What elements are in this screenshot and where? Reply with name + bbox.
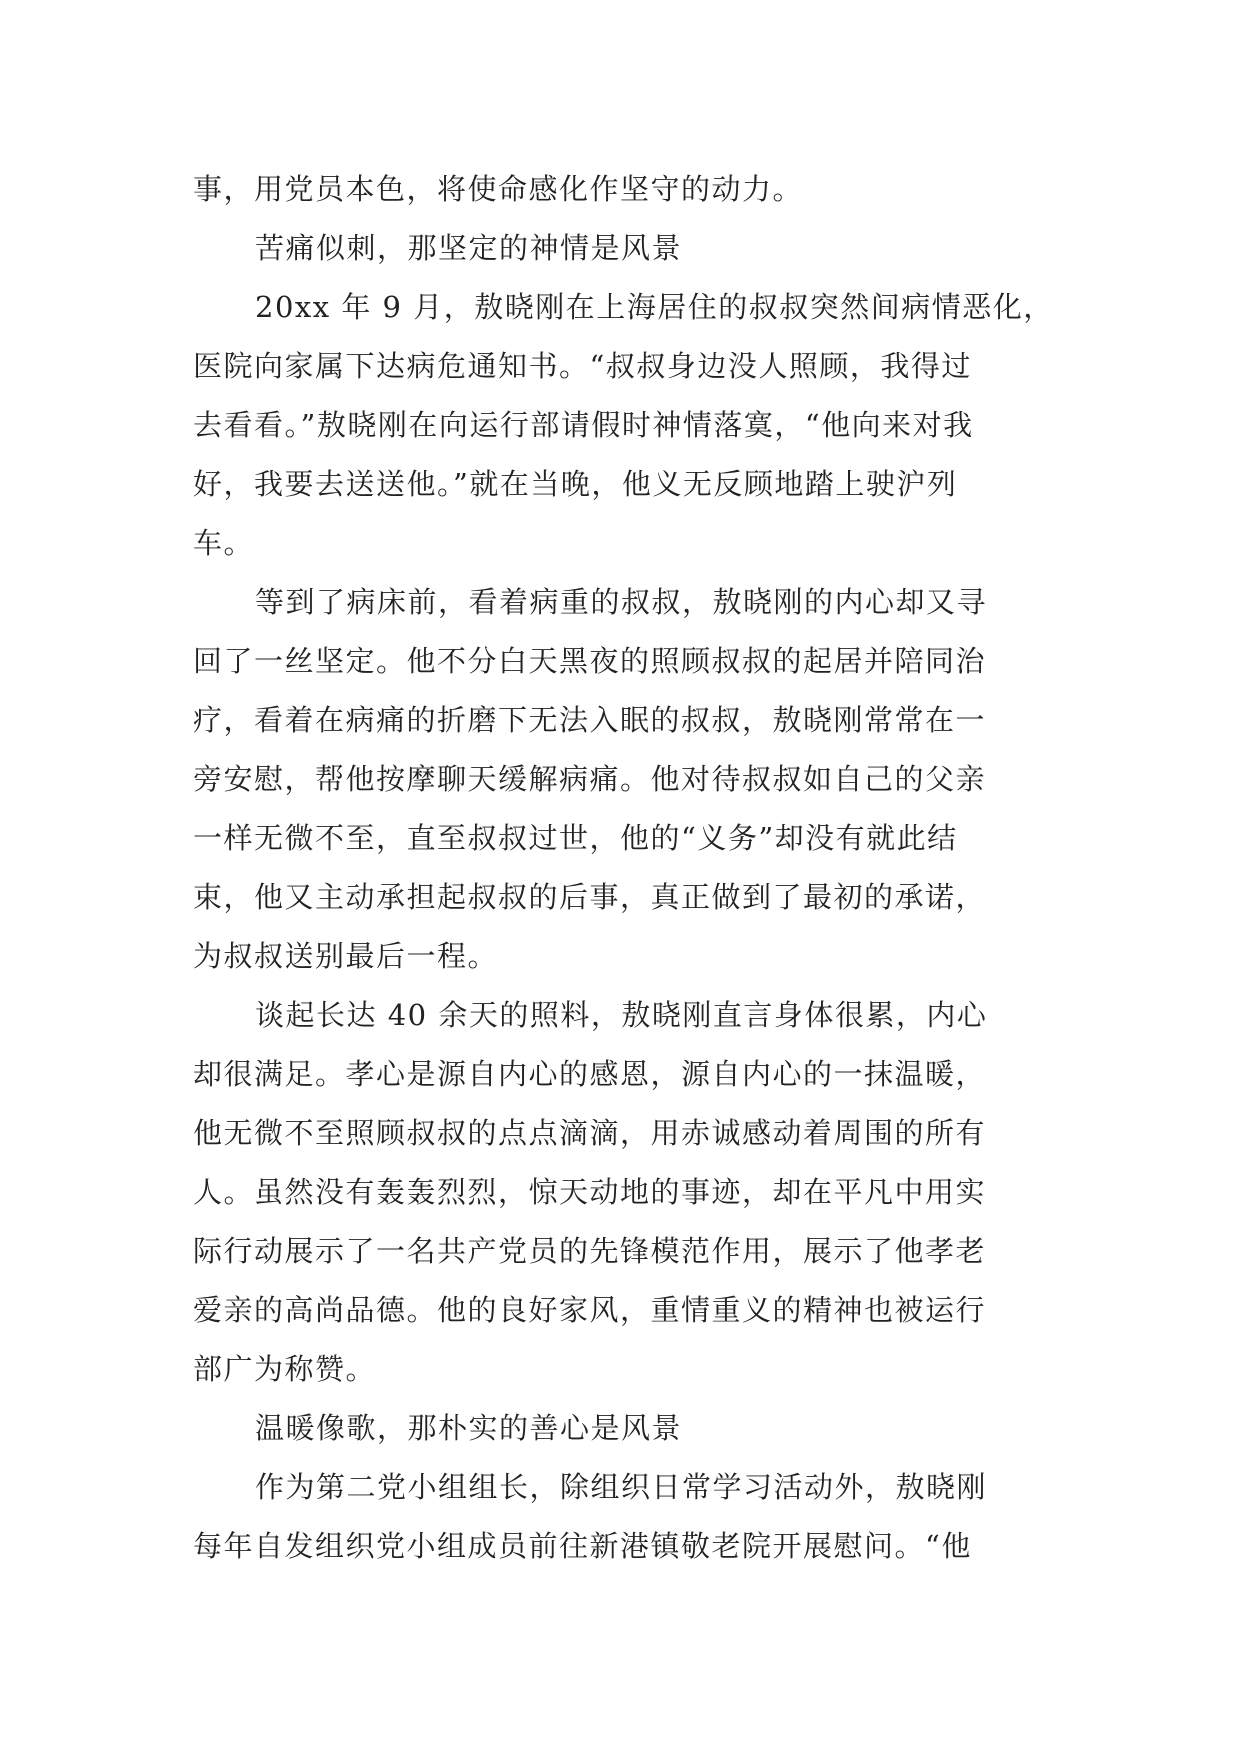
text-line: 为叔叔送别最后一程。	[193, 939, 499, 973]
text-line: 回了一丝坚定。他不分白天黑夜的照顾叔叔的起居并陪同治	[193, 644, 987, 678]
text-line: 旁安慰，帮他按摩聊天缓解病痛。他对待叔叔如自己的父亲	[193, 762, 987, 796]
document-body	[193, 160, 1073, 1576]
text-line: 去看看。”敖晓刚在向运行部请假时神情落寞，“他向来对我	[193, 408, 974, 442]
text-line: 好，我要去送送他。”就在当晚，他义无反顾地踏上驶沪列	[193, 467, 958, 501]
text-line: 车。	[193, 526, 255, 560]
text-line: 部广为称赞。	[193, 1352, 377, 1386]
text-line: 却很满足。孝心是源自内心的感恩，源自内心的一抹温暖，	[193, 1057, 987, 1091]
text-line: 爱亲的高尚品德。他的良好家风，重情重义的精神也被运行	[193, 1293, 987, 1327]
text-line: 作为第二党小组组长，除组织日常学习活动外，敖晓刚	[255, 1470, 988, 1504]
text-line: 20xx 年 9 月，敖晓刚在上海居住的叔叔突然间病情恶化，	[255, 290, 1054, 324]
text-line: 苦痛似刺，那坚定的神情是风景	[255, 231, 683, 265]
text-line: 温暖像歌，那朴实的善心是风景	[255, 1411, 683, 1445]
text-line: 束，他又主动承担起叔叔的后事，真正做到了最初的承诺，	[193, 880, 987, 914]
text-line: 医院向家属下达病危通知书。“叔叔身边没人照顾，我得过	[193, 349, 972, 383]
text-line: 一样无微不至，直至叔叔过世，他的“义务”却没有就此结	[193, 821, 958, 855]
text-line: 人。虽然没有轰轰烈烈，惊天动地的事迹，却在平凡中用实	[193, 1175, 987, 1209]
text-line: 疗，看着在病痛的折磨下无法入眠的叔叔，敖晓刚常常在一	[193, 703, 987, 737]
text-line: 际行动展示了一名共产党员的先锋模范作用，展示了他孝老	[193, 1234, 987, 1268]
text-line: 他无微不至照顾叔叔的点点滴滴，用赤诚感动着周围的所有	[193, 1116, 987, 1150]
text-line: 等到了病床前，看着病重的叔叔，敖晓刚的内心却又寻	[255, 585, 988, 619]
text-line: 谈起长达 40 余天的照料，敖晓刚直言身体很累，内心	[255, 998, 988, 1032]
text-line: 每年自发组织党小组成员前往新港镇敬老院开展慰问。“他	[193, 1529, 972, 1563]
text-line: 事，用党员本色，将使命感化作坚守的动力。	[193, 172, 804, 206]
